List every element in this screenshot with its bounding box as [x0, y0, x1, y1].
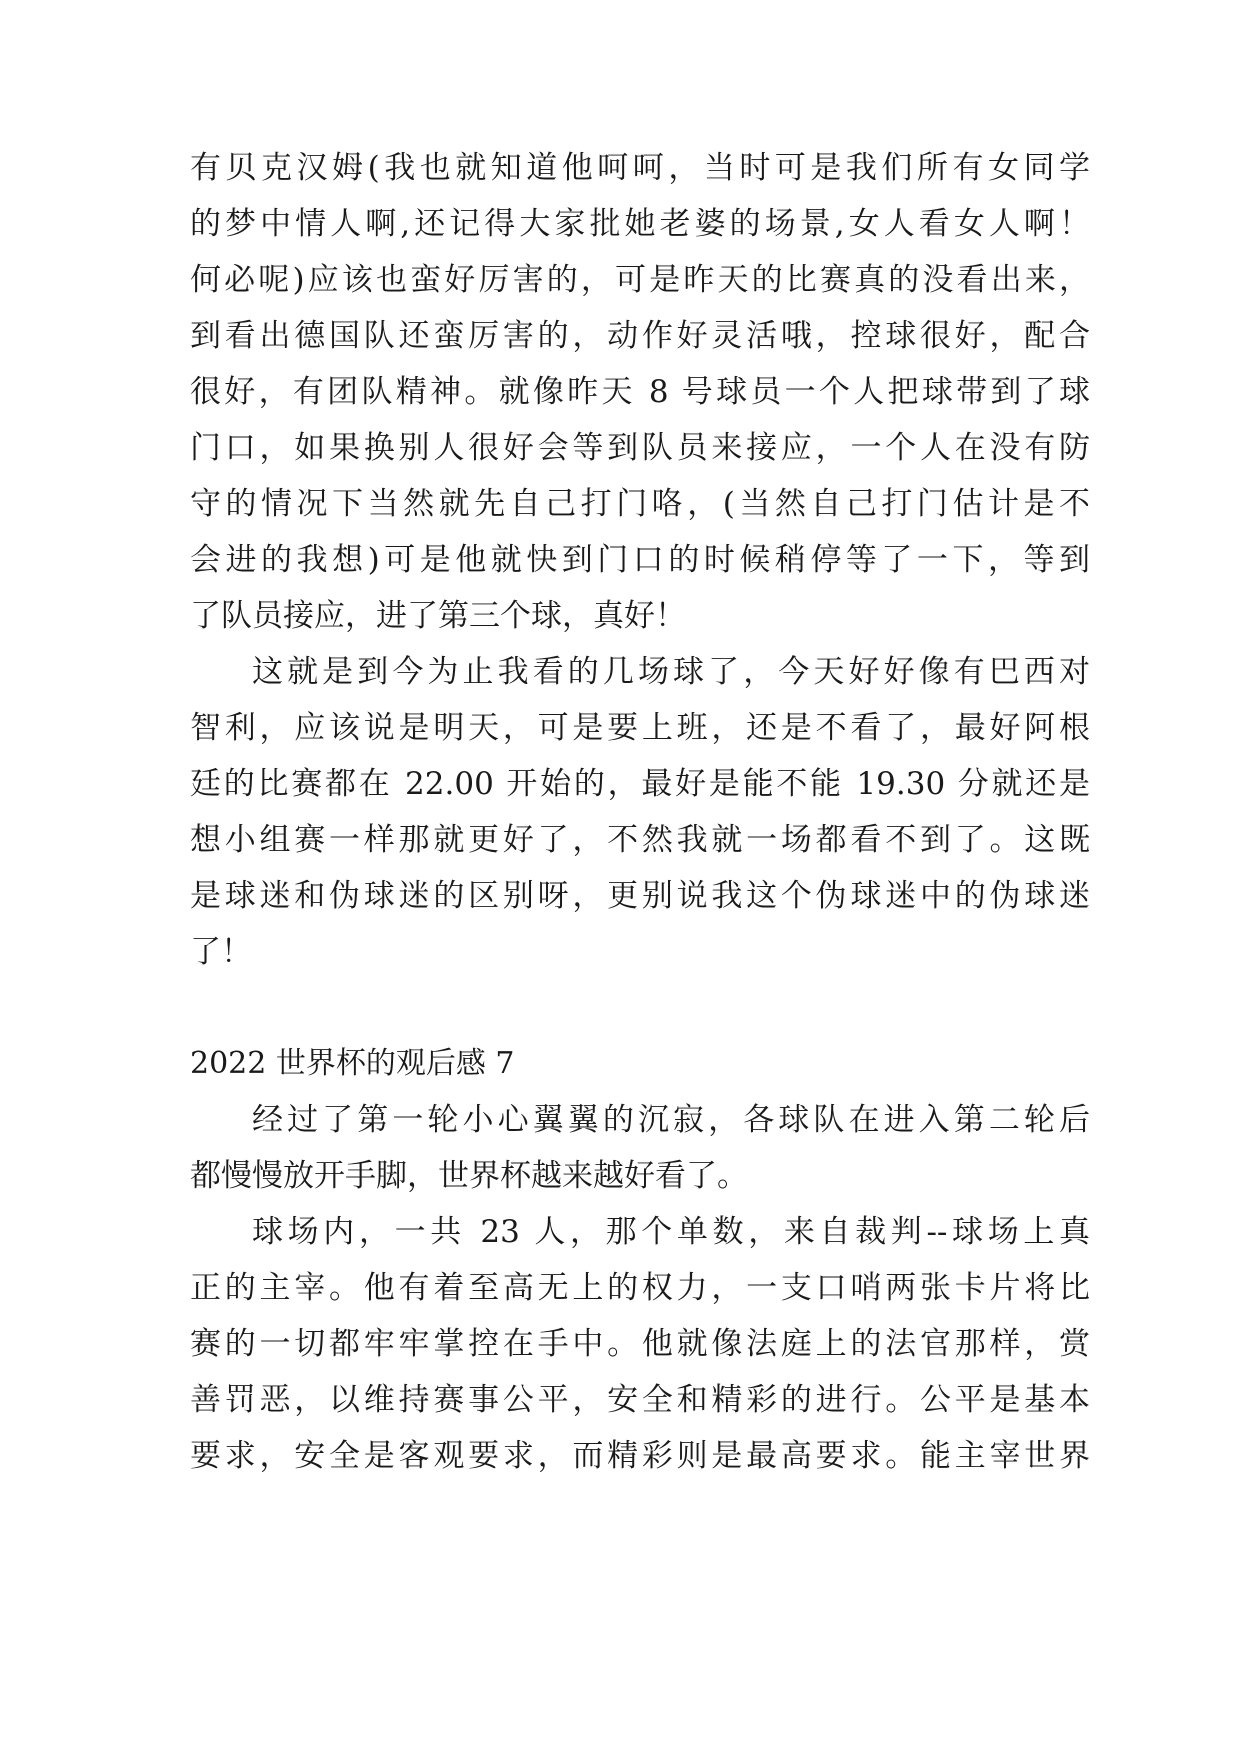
- paragraph-line: 正的主宰。他有着至高无上的权力，一支口哨两张卡片将比: [190, 1270, 1090, 1306]
- paragraph-line: 何必呢)应该也蛮好厉害的，可是昨天的比赛真的没看出来，: [190, 262, 1090, 298]
- paragraph-line: 经过了第一轮小心翼翼的沉寂，各球队在进入第二轮后: [252, 1102, 1090, 1138]
- paragraph-line: 是球迷和伪球迷的区别呀，更别说我这个伪球迷中的伪球迷: [190, 878, 1090, 914]
- paragraph-line: 了！: [190, 934, 252, 970]
- paragraph-line: 这就是到今为止我看的几场球了，今天好好像有巴西对: [252, 654, 1090, 690]
- paragraph-line: 善罚恶，以维持赛事公平，安全和精彩的进行。公平是基本: [190, 1382, 1090, 1418]
- paragraph-line: 球场内，一共 23 人，那个单数，来自裁判--球场上真: [252, 1214, 1090, 1250]
- paragraph-line: 智利，应该说是明天，可是要上班，还是不看了，最好阿根: [190, 710, 1090, 746]
- paragraph-line: 很好，有团队精神。就像昨天 8 号球员一个人把球带到了球: [190, 374, 1090, 410]
- paragraph-line: 廷的比赛都在 22.00 开始的，最好是能不能 19.30 分就还是: [190, 766, 1090, 802]
- paragraph-line: 到看出德国队还蛮厉害的，动作好灵活哦，控球很好，配合: [190, 318, 1090, 354]
- paragraph-line: 赛的一切都牢牢掌控在手中。他就像法庭上的法官那样，赏: [190, 1326, 1090, 1362]
- paragraph-line: 想小组赛一样那就更好了，不然我就一场都看不到了。这既: [190, 822, 1090, 858]
- paragraph-line: 的梦中情人啊,还记得大家批她老婆的场景,女人看女人啊！: [190, 206, 1090, 242]
- paragraph-line: 都慢慢放开手脚，世界杯越来越好看了。: [190, 1158, 748, 1194]
- paragraph-line: 有贝克汉姆(我也就知道他呵呵，当时可是我们所有女同学: [190, 150, 1090, 186]
- paragraph-line: 守的情况下当然就先自己打门咯，(当然自己打门估计是不: [190, 486, 1090, 522]
- paragraph-line: 要求，安全是客观要求，而精彩则是最高要求。能主宰世界: [190, 1438, 1090, 1474]
- section-heading: 2022 世界杯的观后感 7: [190, 1046, 515, 1081]
- paragraph-line: 门口，如果换别人很好会等到队员来接应，一个人在没有防: [190, 430, 1090, 466]
- paragraph-line: 会进的我想)可是他就快到门口的时候稍停等了一下，等到: [190, 542, 1090, 578]
- paragraph-line: 了队员接应，进了第三个球，真好！: [190, 598, 686, 634]
